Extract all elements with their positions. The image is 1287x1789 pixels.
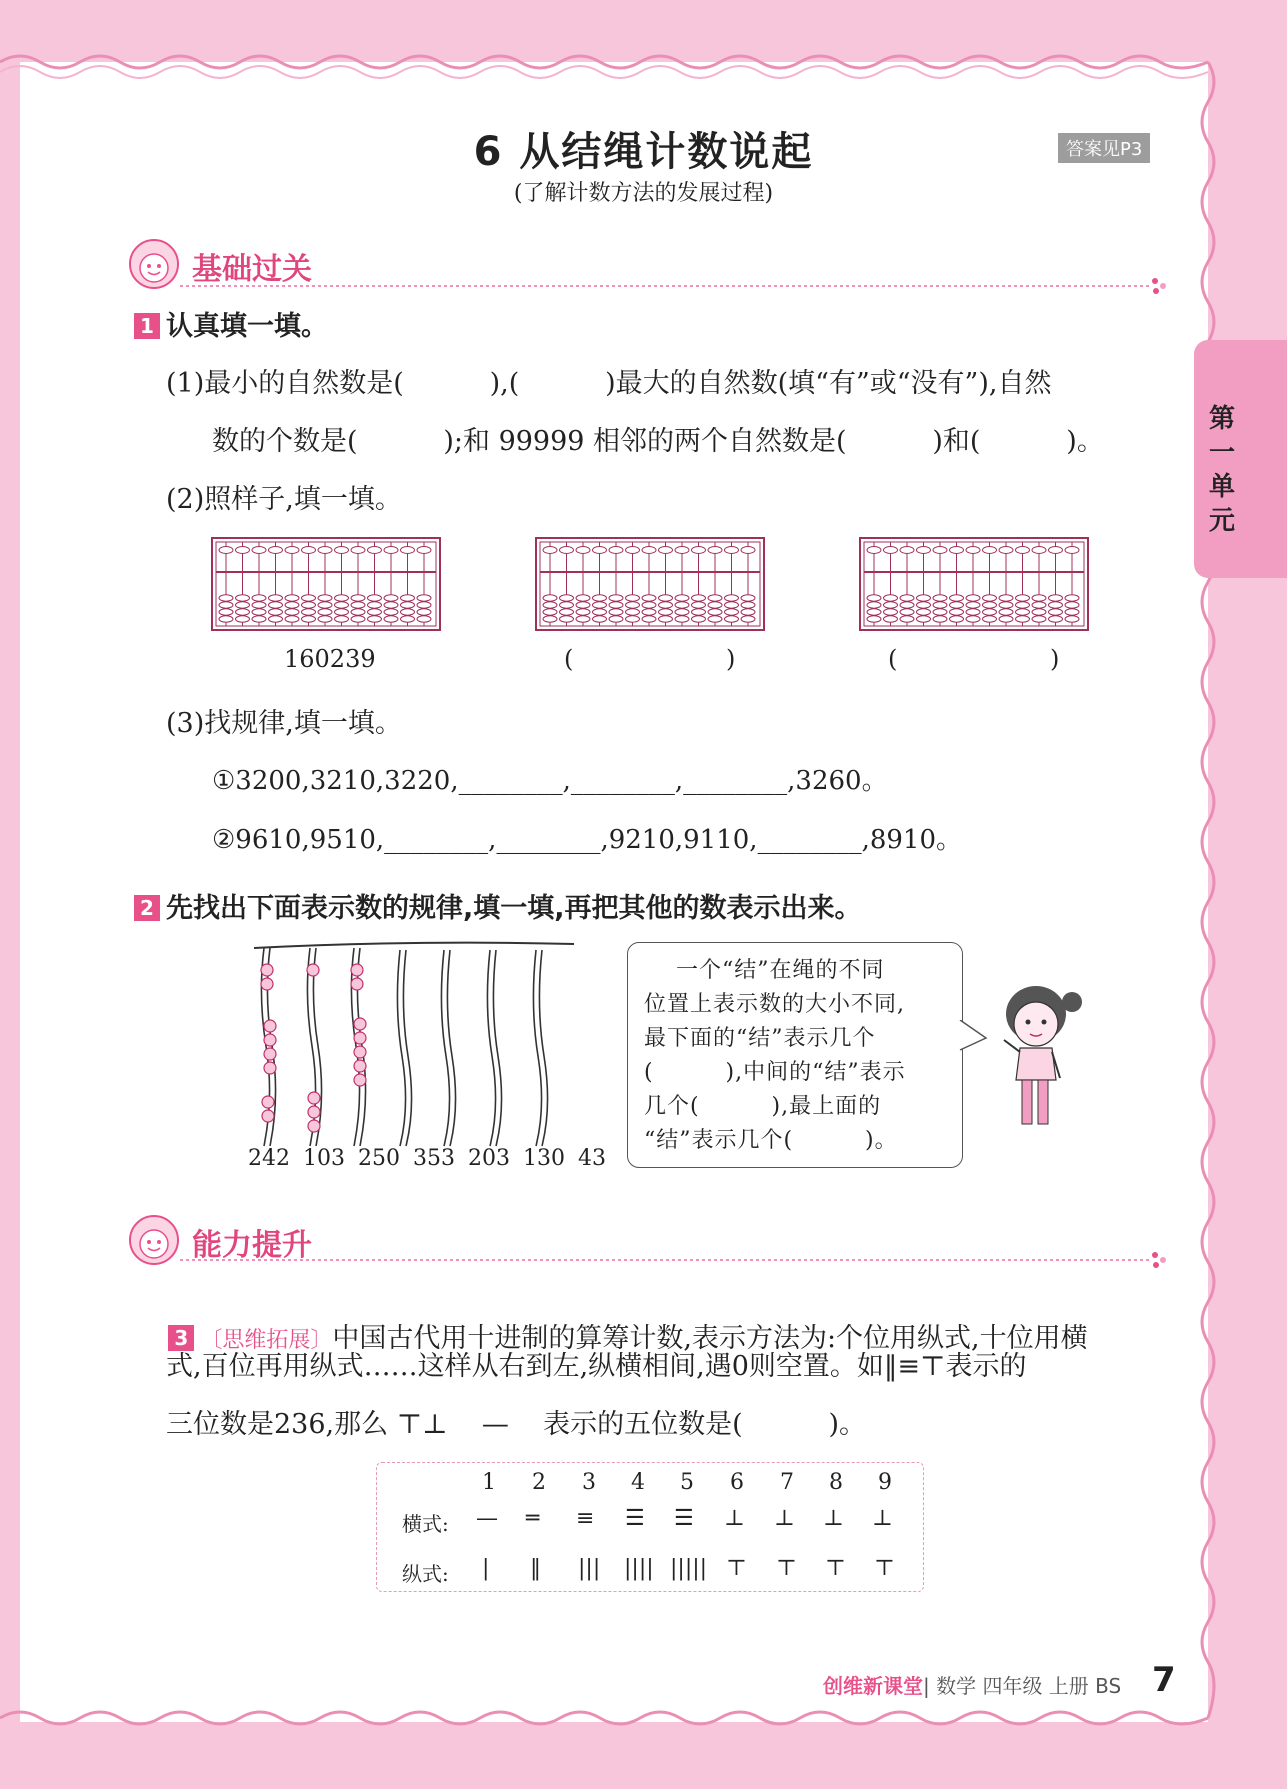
digit-header: 8 <box>829 1470 843 1495</box>
digit-header: 2 <box>532 1470 546 1495</box>
bubble-line: 几个( ),最上面的 <box>644 1094 882 1119</box>
abacus-2-answer-blank[interactable]: ( ) <box>564 645 736 673</box>
question-number: 1 <box>134 313 160 339</box>
question-3-line-2: 式,百位再用纵式……这样从右到左,纵横相间,遇0则空置。如‖≡⊤表示的 <box>166 1351 1027 1382</box>
digit-header: 7 <box>780 1470 794 1495</box>
rod-symbol: ≡ <box>576 1506 595 1531</box>
horizontal-form-label: 横式: <box>402 1512 449 1536</box>
abacus-2 <box>534 536 766 632</box>
bubble-line: 最下面的“结”表示几个 <box>644 1026 876 1051</box>
rod-symbol: ⊥ <box>823 1506 844 1531</box>
footer-info <box>823 1670 1121 1699</box>
horizontal-form-row <box>476 1506 916 1536</box>
rope-label: 43 <box>578 1146 606 1171</box>
rod-symbol: ☰ <box>674 1506 694 1531</box>
digit-header: 4 <box>631 1470 645 1495</box>
answer-reference-tag: 答案见P3 <box>1058 133 1150 163</box>
digit-header: 1 <box>482 1470 496 1495</box>
digit-header: 5 <box>680 1470 694 1495</box>
abacus-3 <box>858 536 1090 632</box>
rope-label: 103 <box>303 1146 345 1171</box>
section-divider <box>160 1250 1170 1274</box>
question-3-text-1: 中国古代用十进制的算筹计数,表示方法为:个位用纵式,十位用横 <box>332 1323 1088 1354</box>
rod-symbol: ⊥ <box>774 1506 795 1531</box>
abacus-3-answer-blank[interactable]: ( ) <box>888 645 1060 673</box>
abacus-1-label: 160239 <box>284 645 376 673</box>
rod-symbol: ||| <box>578 1556 601 1581</box>
rod-symbol: | <box>482 1556 490 1581</box>
rope-label: 242 <box>248 1146 290 1171</box>
bubble-line: ( ),中间的“结”表示 <box>644 1060 906 1085</box>
question-number: 2 <box>134 895 160 921</box>
bubble-line: “结”表示几个( )。 <box>644 1128 898 1153</box>
bubble-line: 位置上表示数的大小不同, <box>644 992 905 1017</box>
rod-symbol: ⊥ <box>724 1506 745 1531</box>
question-2-heading <box>134 886 862 925</box>
rod-symbol: ⊤ <box>726 1556 747 1581</box>
rod-symbol: ⊤ <box>776 1556 797 1581</box>
rod-symbol: ═ <box>526 1506 540 1531</box>
page-title: 6 从结绳计数说起 <box>473 129 814 175</box>
page-subtitle: (了解计数方法的发展过程) <box>513 181 774 206</box>
q1-part3-sequence-1[interactable]: ①3200,3210,3220,________,________,________,3260。 <box>212 766 888 796</box>
rope-label: 203 <box>468 1146 510 1171</box>
question-1-heading <box>134 304 328 343</box>
abacus-1 <box>210 536 442 632</box>
rope-label: 250 <box>358 1146 400 1171</box>
page-number: 7 <box>1152 1660 1176 1700</box>
rope-label: 130 <box>523 1146 565 1171</box>
knotted-ropes-illustration <box>244 936 580 1152</box>
rod-symbol: ||||| <box>670 1556 708 1581</box>
rod-symbol: ⊤ <box>825 1556 846 1581</box>
rod-symbol: |||| <box>624 1556 654 1581</box>
section-title-advanced: 能力提升 <box>192 1228 312 1263</box>
question-number: 3 <box>168 1325 194 1351</box>
question-2-text: 先找出下面表示数的规律,填一填,再把其他的数表示出来。 <box>166 893 862 924</box>
vertical-form-label: 纵式: <box>402 1562 449 1586</box>
speech-bubble-text[interactable] <box>644 954 949 1158</box>
q1-part2-heading: (2)照样子,填一填。 <box>166 484 402 515</box>
section-divider <box>160 276 1170 300</box>
q1-part3-sequence-2[interactable]: ②9610,9510,________,________,9210,9110,________,8910。 <box>212 825 963 855</box>
rope-label: 353 <box>413 1146 455 1171</box>
rope-number-labels <box>248 1146 606 1171</box>
rod-symbol: ⊤ <box>874 1556 895 1581</box>
q1-part1-line2: 数的个数是( );和 99999 相邻的两个自然数是( )和( )。 <box>212 426 1104 457</box>
vertical-form-row <box>476 1556 916 1586</box>
rod-symbol: ⊥ <box>872 1506 893 1531</box>
digit-header: 9 <box>878 1470 892 1495</box>
speech-bubble-tail <box>958 1020 988 1060</box>
girl-character-illustration <box>994 980 1084 1140</box>
section-title-basic: 基础过关 <box>192 252 312 287</box>
digit-header: 6 <box>730 1470 744 1495</box>
q1-part3-heading: (3)找规律,填一填。 <box>166 708 402 739</box>
footer-brand: 创维新课堂 <box>823 1674 923 1698</box>
q1-part1-line1: (1)最小的自然数是( ),( )最大的自然数(填“有”或“没有”),自然 <box>166 368 1052 399</box>
unit-side-tab-label: 第一单元 <box>1208 404 1235 536</box>
question-3-line-3[interactable]: 三位数是236,那么 ⊤⊥ — 表示的五位数是( )。 <box>166 1409 867 1440</box>
bubble-line: 一个“结”在绳的不同 <box>644 958 885 983</box>
rod-symbol: — <box>476 1506 498 1531</box>
question-1-text: 认真填一填。 <box>166 311 328 342</box>
footer-book-info: | 数学 四年级 上册 BS <box>923 1674 1122 1698</box>
thinking-extension-tag: 〔思维拓展〕 <box>200 1328 333 1353</box>
rod-symbol: ‖ <box>530 1556 541 1581</box>
digit-header: 3 <box>582 1470 596 1495</box>
rod-symbol: ☰ <box>625 1506 645 1531</box>
